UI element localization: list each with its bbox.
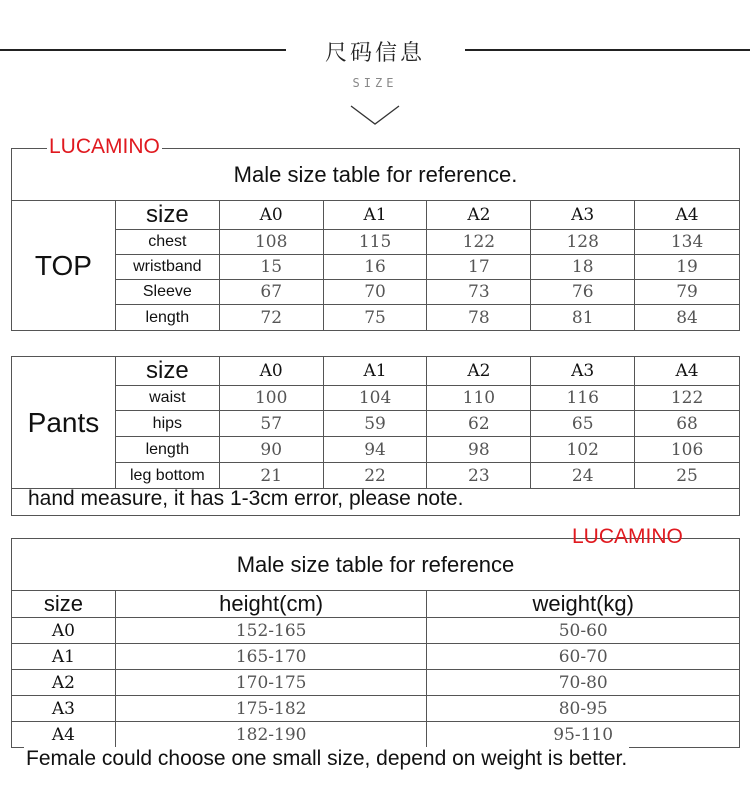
table-cell: 65 [531,411,635,437]
table-cell: 22 [323,463,427,489]
table-cell: A4 [12,722,116,748]
table-row [12,618,740,644]
table-cell: 106 [635,437,740,463]
column-header: weight(kg) [427,591,740,618]
table-row [12,463,740,489]
table-cell: 102 [531,437,635,463]
pants-size-header: A4 [635,357,740,386]
table-cell: 50-60 [427,618,740,644]
table-cell: 152-165 [115,618,427,644]
row-label: Sleeve [115,280,219,305]
table-cell: 122 [427,230,531,255]
table-cell: 72 [219,305,323,331]
table-cell: 98 [427,437,531,463]
table-cell: 19 [635,255,740,280]
brand-logo-text: LUCAMINO [49,135,160,158]
table-row [12,305,740,331]
top-section-label: TOP [12,201,116,331]
page-subtitle: SIZE [352,76,398,90]
table-cell: 18 [531,255,635,280]
table-cell: 115 [323,230,427,255]
table-cell: 76 [531,280,635,305]
table-cell: 104 [323,386,427,411]
top-size-header: A4 [635,201,740,230]
table-cell: 21 [219,463,323,489]
female-size-note: Female could choose one small size, depend on weight is better. [26,747,628,770]
table-cell: 128 [531,230,635,255]
table-cell: 68 [635,411,740,437]
table-cell: 116 [531,386,635,411]
row-label: length [115,437,219,463]
table-row [12,386,740,411]
table-cell: 134 [635,230,740,255]
table-cell: 95-110 [427,722,740,748]
top-size-label: size [115,201,219,230]
table-cell: 67 [219,280,323,305]
table-cell: 24 [531,463,635,489]
table-cell: 57 [219,411,323,437]
table-cell: 165-170 [115,644,427,670]
table-cell: 175-182 [115,696,427,722]
table-row [12,411,740,437]
table-cell: A3 [12,696,116,722]
top-size-header: A0 [219,201,323,230]
table-cell: 94 [323,437,427,463]
table-row [12,230,740,255]
table-cell: 59 [323,411,427,437]
table-cell: 78 [427,305,531,331]
column-header: height(cm) [115,591,427,618]
table-row [12,696,740,722]
pants-size-header: A1 [323,357,427,386]
table-cell: 23 [427,463,531,489]
table-row [12,722,740,748]
table-cell: 25 [635,463,740,489]
table-cell: 110 [427,386,531,411]
table-cell: 17 [427,255,531,280]
table-cell: 60-70 [427,644,740,670]
row-label: wristband [115,255,219,280]
pants-section-label: Pants [12,357,116,489]
table-cell: 16 [323,255,427,280]
height-weight-table [11,538,740,748]
table-row [12,644,740,670]
top-table-caption: Male size table for reference. [12,149,740,201]
row-label: hips [115,411,219,437]
chevron-down-icon [350,104,400,126]
table-cell: 122 [635,386,740,411]
top-size-header: A3 [531,201,635,230]
weight-table-caption: Male size table for reference [12,539,740,591]
table-cell: 108 [219,230,323,255]
table-cell: 90 [219,437,323,463]
table-cell: A0 [12,618,116,644]
row-label: leg bottom [115,463,219,489]
row-label: length [115,305,219,331]
row-label: waist [115,386,219,411]
table-cell: 75 [323,305,427,331]
brand-logo-text: LUCAMINO [572,525,683,548]
table-cell: 170-175 [115,670,427,696]
table-cell: 100 [219,386,323,411]
row-label: chest [115,230,219,255]
table-row [12,437,740,463]
table-row [12,255,740,280]
top-size-table [11,148,740,331]
table-cell: 70-80 [427,670,740,696]
top-size-header: A2 [427,201,531,230]
pants-size-header: A2 [427,357,531,386]
table-cell: A1 [12,644,116,670]
table-cell: 182-190 [115,722,427,748]
table-row [12,670,740,696]
table-cell: 81 [531,305,635,331]
table-cell: 15 [219,255,323,280]
table-cell: 84 [635,305,740,331]
table-cell: 80-95 [427,696,740,722]
column-header: size [12,591,116,618]
table-row [12,280,740,305]
pants-size-header: A3 [531,357,635,386]
pants-size-header: A0 [219,357,323,386]
table-cell: 73 [427,280,531,305]
table-cell: 70 [323,280,427,305]
pants-size-label: size [115,357,219,386]
table-cell: A2 [12,670,116,696]
table-cell: 62 [427,411,531,437]
pants-measure-note: hand measure, it has 1-3cm error, please note. [28,487,464,510]
top-size-header: A1 [323,201,427,230]
page-title: 尺码信息 [324,41,425,66]
table-cell: 79 [635,280,740,305]
